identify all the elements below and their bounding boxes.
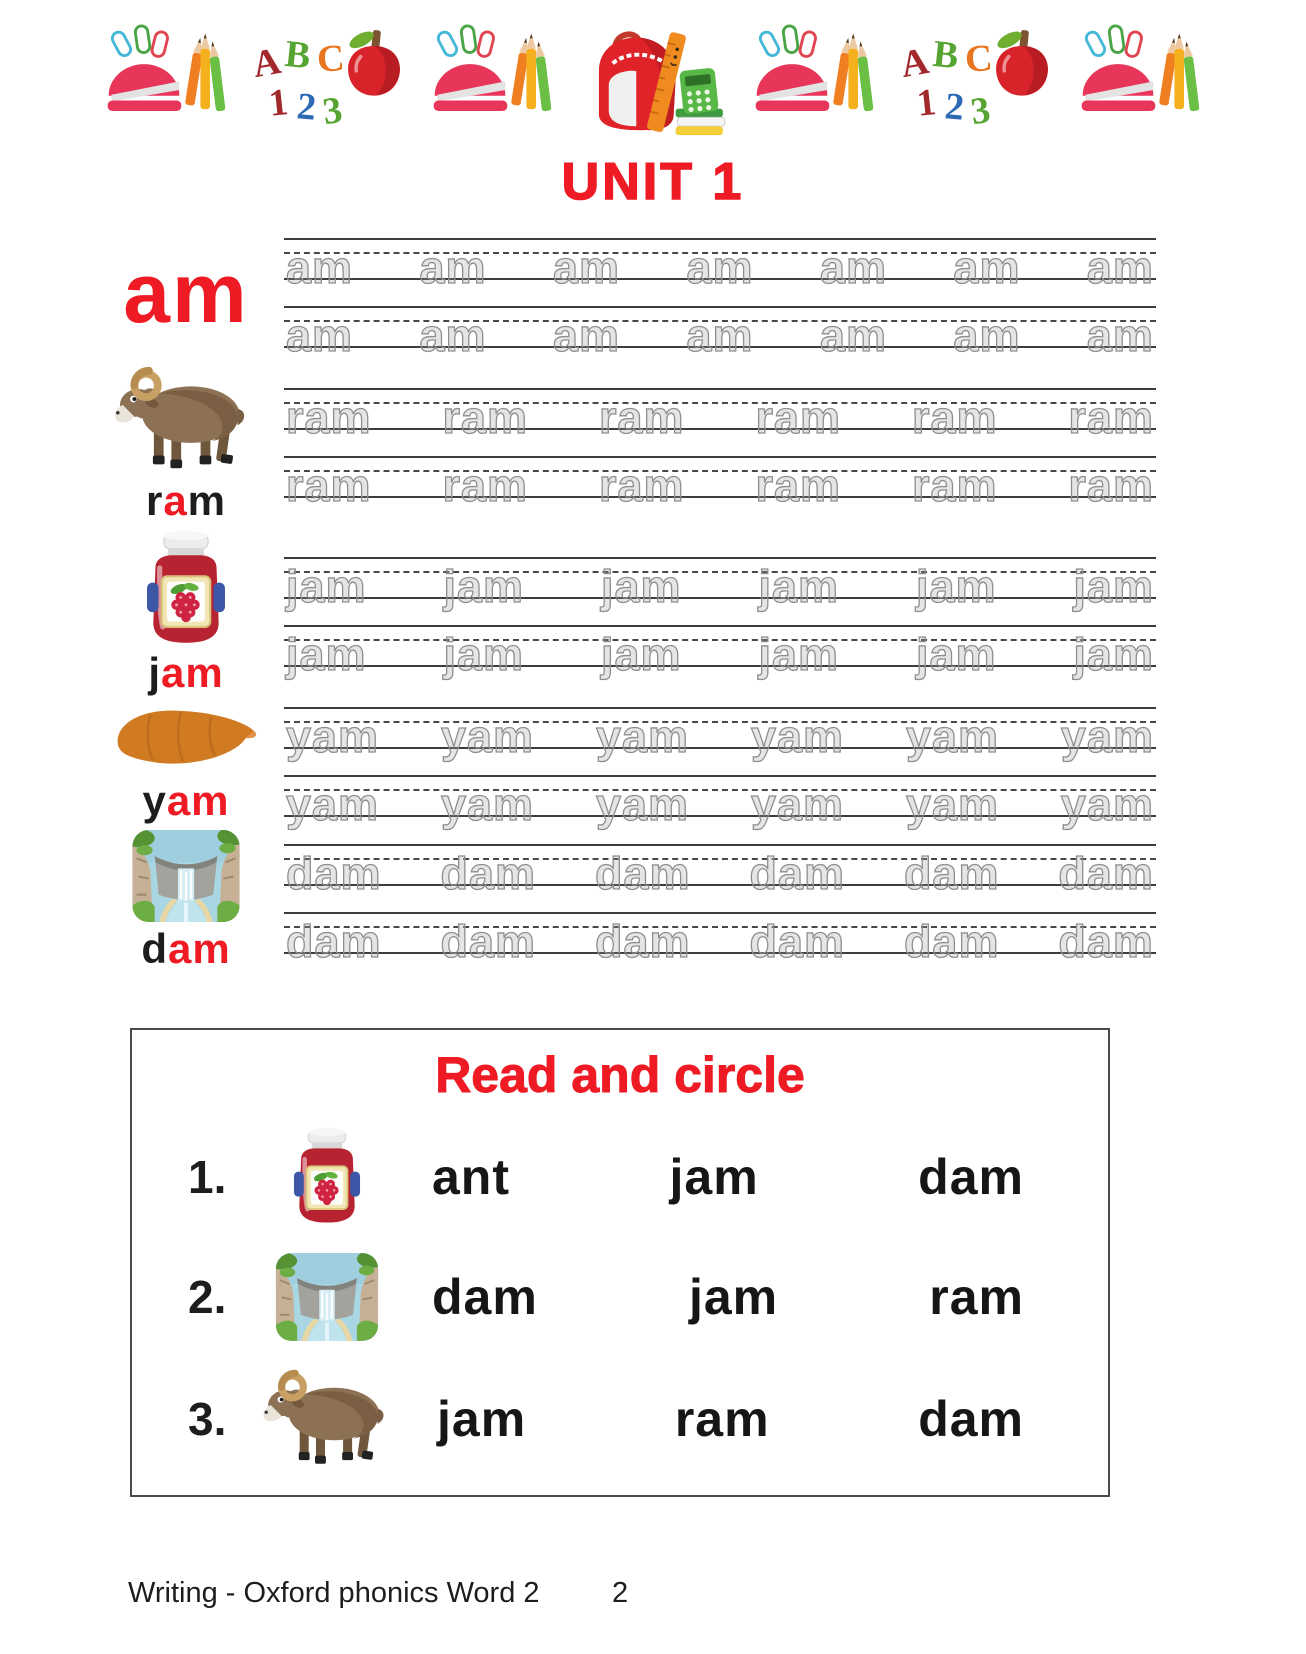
trace-word: yam	[440, 711, 535, 762]
word-left-column	[88, 364, 284, 522]
word-left-column	[88, 702, 284, 822]
trace-word: dam	[440, 848, 537, 899]
trace-word: am	[819, 310, 887, 361]
trace-word: dam	[749, 848, 845, 899]
abc-letter: C	[963, 37, 994, 81]
trace-word: jam	[286, 629, 367, 680]
trace-word: dam	[594, 916, 691, 967]
trace-word: am	[419, 242, 487, 293]
abc-123-apple-icon	[249, 24, 405, 136]
abc-number: 2	[943, 85, 966, 129]
trace-word: am	[953, 310, 1021, 361]
trace-lines-am	[284, 238, 1156, 361]
trace-lines-yam	[284, 707, 1156, 830]
read-and-circle-row	[132, 1127, 1108, 1227]
trace-word: ram	[1068, 460, 1154, 511]
trace-lines-jam	[284, 557, 1156, 680]
footer-book-title: Writing - Oxford phonics Word 2	[128, 1577, 540, 1609]
abc-letter: B	[930, 32, 961, 78]
writing-guide-line[interactable]	[284, 306, 1156, 361]
trace-word: ram	[755, 460, 842, 511]
trace-word: am	[686, 242, 754, 293]
writing-guide-line[interactable]	[284, 625, 1156, 680]
word-left-column	[88, 246, 284, 340]
read-and-circle-row	[132, 1367, 1108, 1471]
trace-word: jam	[443, 561, 525, 612]
trace-word: am	[686, 310, 754, 361]
practice-row-dam	[88, 828, 1156, 970]
label-part: am	[160, 649, 224, 696]
ram-image	[252, 1367, 407, 1471]
abc-letter: B	[282, 32, 313, 78]
trace-word: yam	[286, 711, 380, 762]
writing-guide-line[interactable]	[284, 707, 1156, 762]
trace-word: am	[286, 310, 354, 361]
trace-word: jam	[600, 561, 682, 612]
option-word[interactable]: dam	[918, 1149, 1024, 1205]
trace-word: dam	[440, 916, 537, 967]
dam-image	[122, 828, 250, 924]
row-options	[432, 1268, 1024, 1326]
row-number: 2.	[188, 1271, 227, 1323]
writing-guide-line[interactable]	[284, 238, 1156, 293]
trace-word: ram	[442, 460, 529, 511]
abc-letter: C	[315, 37, 346, 81]
option-word[interactable]: jam	[688, 1269, 779, 1325]
trace-word: ram	[286, 392, 372, 443]
trace-lines-ram	[284, 388, 1156, 511]
trace-word: jam	[758, 629, 839, 680]
label-part: r	[145, 477, 164, 524]
trace-word: dam	[286, 848, 382, 899]
option-word[interactable]: ant	[432, 1149, 510, 1205]
trace-word: jam	[915, 561, 997, 612]
header-clipart-strip	[0, 0, 1306, 144]
read-and-circle-box	[130, 1028, 1110, 1497]
trace-word: dam	[903, 848, 1000, 899]
trace-word: jam	[443, 629, 525, 680]
trace-word: yam	[595, 779, 690, 830]
school-supplies-icon	[1077, 24, 1203, 134]
practice-row-ram	[88, 364, 1156, 522]
trace-word: dam	[1058, 916, 1154, 967]
trace-word: ram	[755, 392, 842, 443]
trace-word: ram	[598, 392, 685, 443]
abc-number: 3	[968, 88, 993, 134]
trace-word: dam	[1058, 848, 1154, 899]
abc-letter: A	[249, 39, 284, 87]
practice-row-yam	[88, 702, 1156, 830]
trace-word: yam	[750, 779, 845, 830]
option-word[interactable]: ram	[674, 1391, 770, 1447]
headword-am: am	[123, 246, 249, 340]
trace-lines-dam	[284, 844, 1156, 967]
backpack-ruler-calculator-icon	[579, 24, 727, 142]
trace-word: dam	[286, 916, 382, 967]
trace-word: am	[1086, 242, 1154, 293]
trace-word: am	[552, 242, 621, 293]
label-part: m	[187, 477, 227, 524]
practice-row-am	[88, 238, 1156, 361]
trace-word: am	[552, 310, 621, 361]
dam-image	[274, 1251, 380, 1343]
trace-word: am	[953, 242, 1021, 293]
label-part: j	[148, 649, 161, 696]
trace-word: yam	[286, 779, 380, 830]
word-left-column	[88, 828, 284, 970]
school-supplies-icon	[751, 24, 877, 134]
word-label-jam	[148, 649, 224, 696]
apple-icon	[991, 26, 1053, 98]
apple-icon	[343, 26, 405, 98]
option-word[interactable]: jam	[669, 1149, 759, 1205]
label-part: y	[142, 777, 167, 824]
trace-word: ram	[286, 460, 372, 511]
writing-guide-line[interactable]	[284, 844, 1156, 899]
trace-word: ram	[911, 392, 998, 443]
trace-word: ram	[442, 392, 529, 443]
row-options	[432, 1148, 1024, 1206]
trace-word: am	[819, 242, 887, 293]
abc-123-apple-icon	[897, 24, 1053, 136]
abc-number: 3	[320, 88, 345, 134]
trace-word: yam	[905, 711, 1000, 762]
row-options	[437, 1390, 1024, 1448]
trace-word: am	[286, 242, 354, 293]
trace-word: dam	[903, 916, 1000, 967]
trace-word: ram	[598, 460, 685, 511]
trace-word: jam	[286, 561, 367, 612]
read-and-circle-title: Read and circle	[435, 1047, 805, 1103]
trace-word: yam	[1060, 779, 1154, 830]
trace-word: am	[419, 310, 487, 361]
abc-number: 1	[266, 81, 291, 125]
row-number: 1.	[188, 1151, 227, 1203]
row-image-wrap	[252, 1251, 402, 1343]
row-number: 3.	[188, 1393, 227, 1445]
ram-image	[101, 364, 271, 476]
writing-guide-line[interactable]	[284, 456, 1156, 511]
word-label-dam	[141, 925, 231, 972]
trace-word: jam	[1073, 629, 1154, 680]
word-label-ram	[145, 477, 227, 524]
word-left-column	[88, 530, 284, 694]
label-part: am	[166, 777, 230, 824]
trace-word: yam	[595, 711, 690, 762]
jam-jar-image	[138, 530, 234, 648]
row-image-wrap	[252, 1127, 402, 1227]
option-word[interactable]: dam	[432, 1269, 538, 1325]
trace-word: jam	[915, 629, 997, 680]
trace-word: yam	[905, 779, 1000, 830]
school-supplies-icon	[103, 24, 229, 134]
abc-number: 2	[295, 85, 318, 129]
writing-guide-line[interactable]	[284, 557, 1156, 612]
abc-letter: A	[897, 39, 932, 87]
trace-word: dam	[749, 916, 845, 967]
trace-word: jam	[600, 629, 682, 680]
school-supplies-icon	[429, 24, 555, 134]
trace-word: jam	[1073, 561, 1154, 612]
option-word[interactable]: jam	[437, 1391, 527, 1447]
jam-jar-image	[286, 1127, 368, 1227]
tracing-practice-section	[0, 238, 1306, 970]
label-part: d	[141, 925, 168, 972]
option-word[interactable]: ram	[929, 1269, 1024, 1325]
practice-row-jam	[88, 530, 1156, 694]
footer-page-number: 2	[612, 1577, 629, 1609]
trace-word: ram	[1068, 392, 1154, 443]
word-label-yam	[142, 777, 230, 824]
trace-word: yam	[750, 711, 845, 762]
trace-word: am	[1086, 310, 1154, 361]
label-part: a	[163, 477, 188, 524]
read-and-circle-row	[132, 1251, 1108, 1343]
unit-title: UNIT 1	[561, 153, 745, 211]
abc-number: 1	[914, 81, 939, 125]
trace-word: ram	[911, 460, 998, 511]
row-image-wrap	[252, 1367, 407, 1471]
option-word[interactable]: dam	[918, 1391, 1024, 1447]
trace-word: jam	[758, 561, 839, 612]
label-part: am	[167, 925, 231, 972]
yam-image	[110, 702, 262, 776]
trace-word: dam	[594, 848, 691, 899]
writing-guide-line[interactable]	[284, 388, 1156, 443]
trace-word: yam	[1060, 711, 1154, 762]
trace-word: yam	[440, 779, 535, 830]
writing-guide-line[interactable]	[284, 775, 1156, 830]
writing-guide-line[interactable]	[284, 912, 1156, 967]
